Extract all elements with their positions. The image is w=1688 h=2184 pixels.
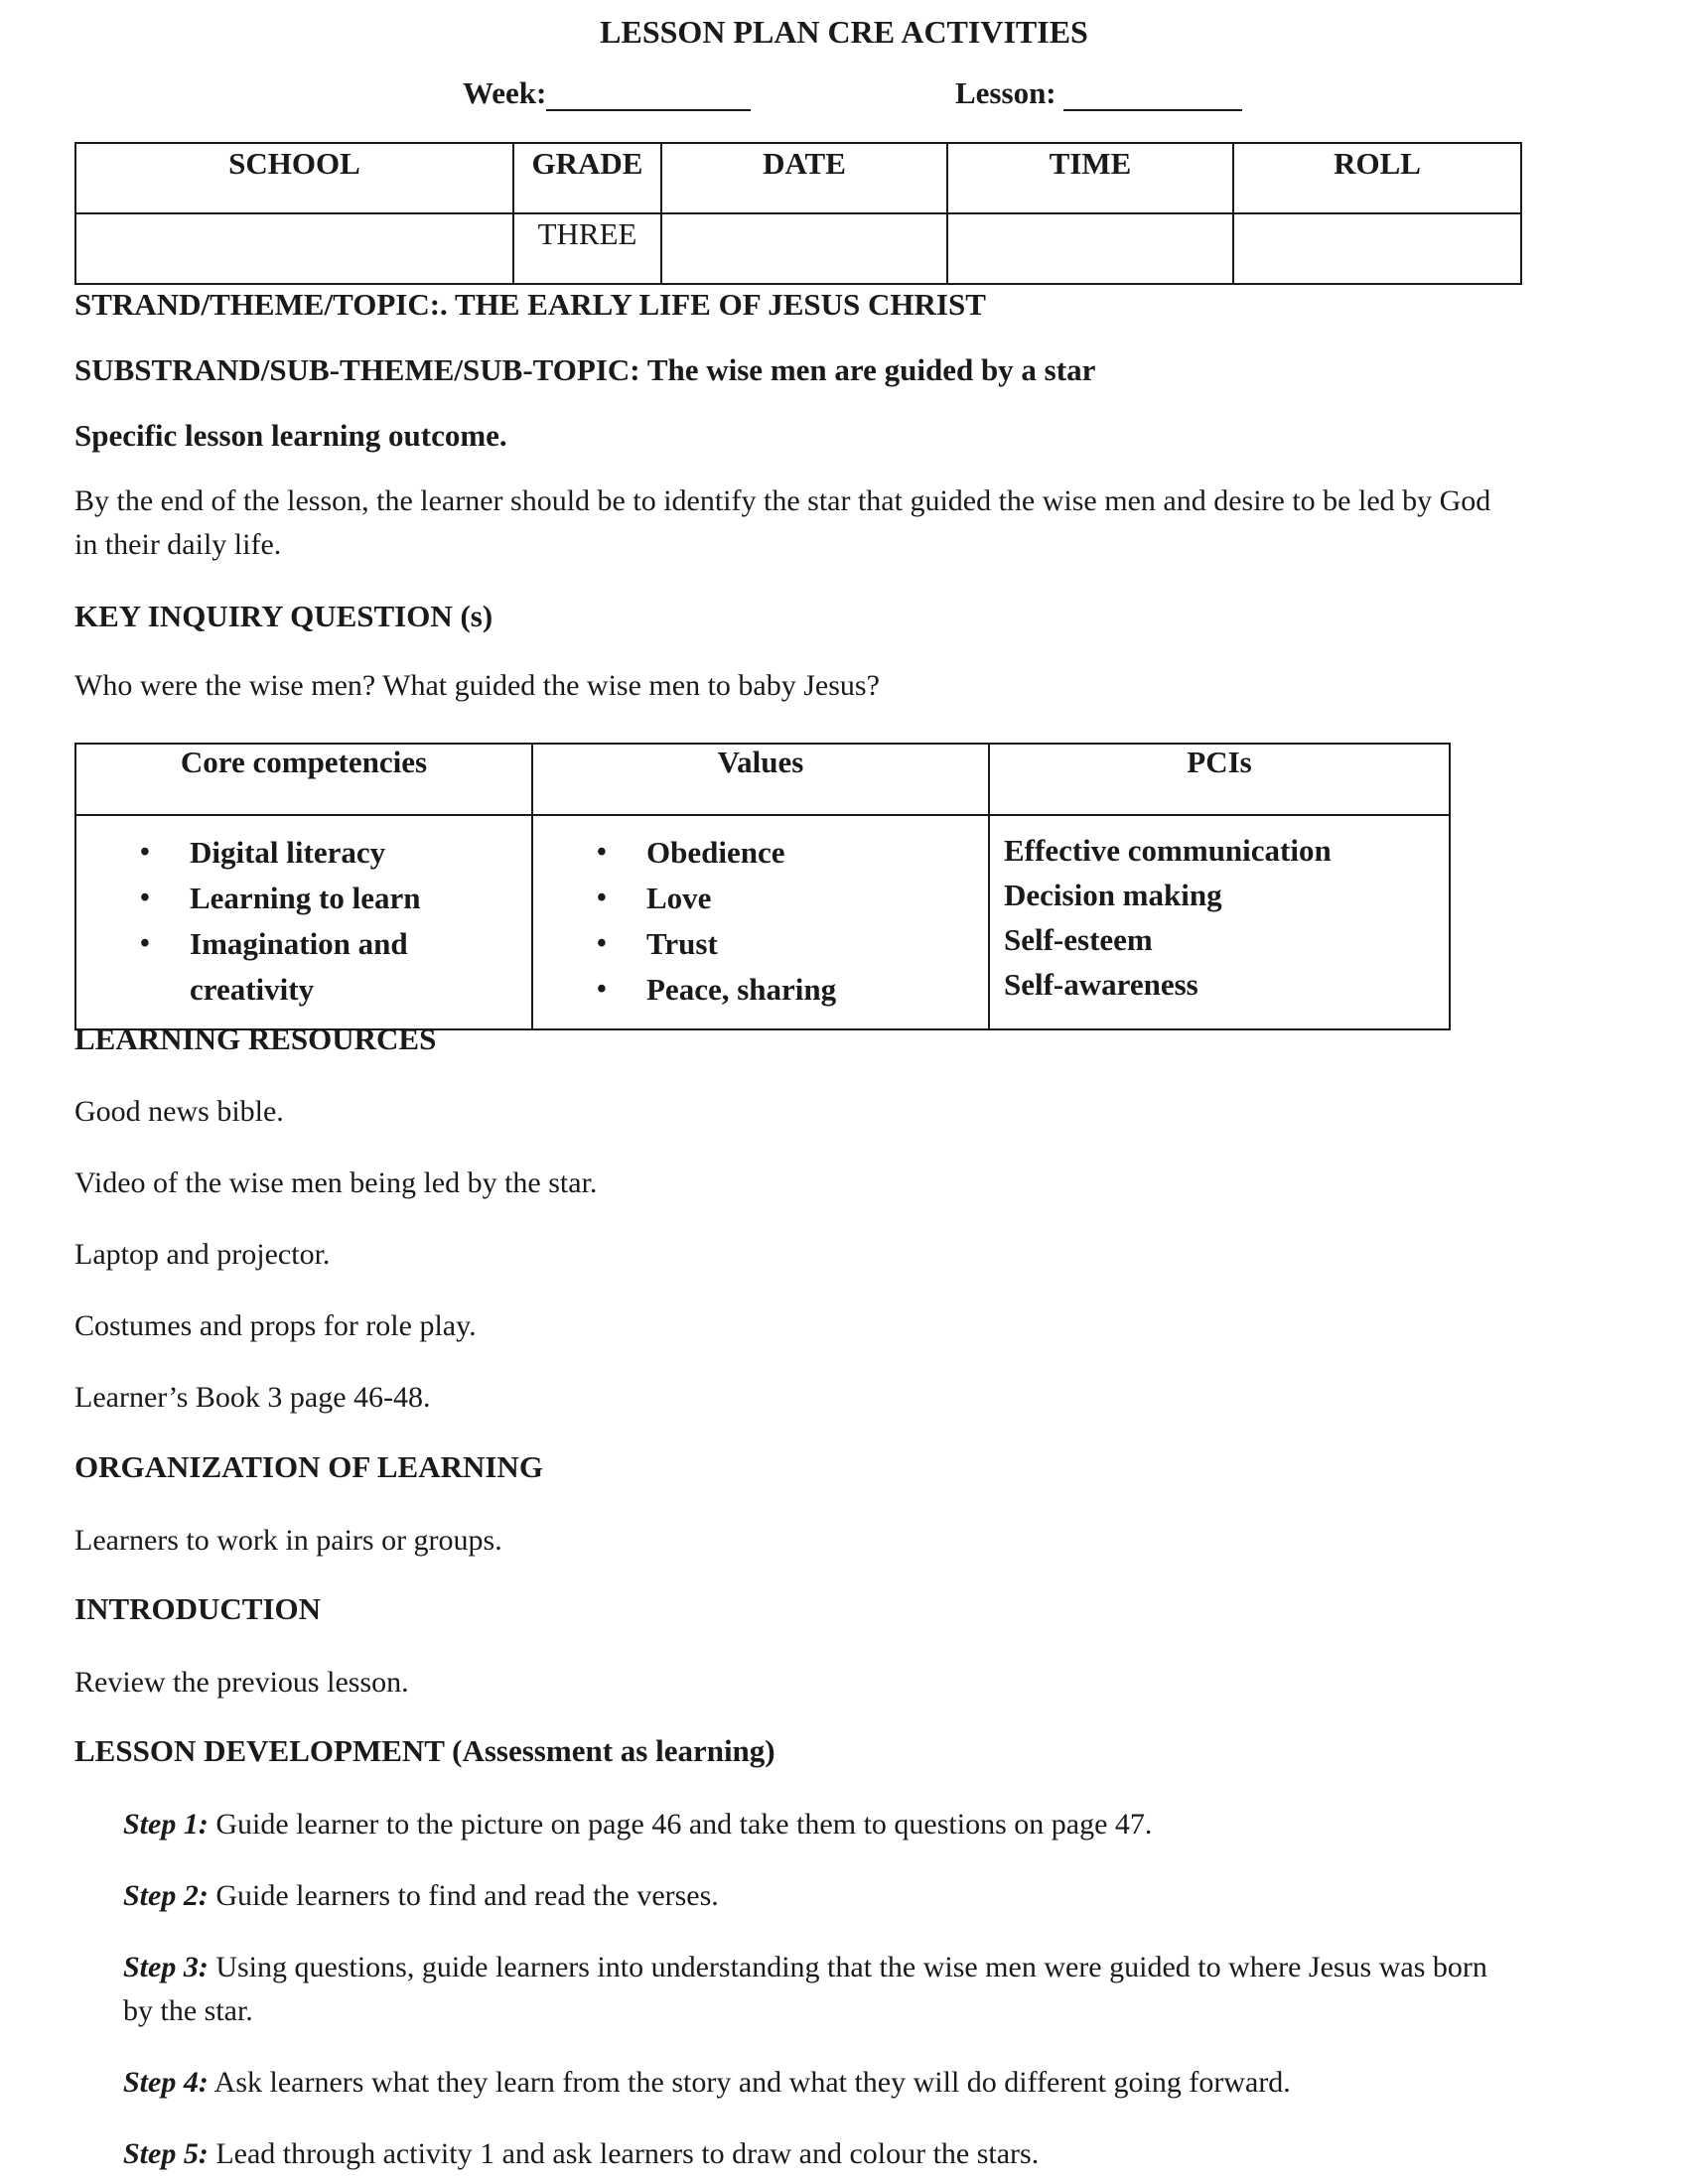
- header-school: SCHOOL: [75, 143, 513, 213]
- strand-separator: .: [440, 287, 448, 322]
- development-subheading: (Assessment as learning): [452, 1733, 775, 1768]
- step-label: Step 4:: [123, 2066, 209, 2099]
- development-heading: LESSON DEVELOPMENT (Assessment as learning): [74, 1733, 775, 1768]
- list-item: • Imagination and: [76, 921, 531, 967]
- list-item: Effective communication: [1004, 833, 1332, 868]
- organization-heading: ORGANIZATION OF LEARNING: [74, 1449, 543, 1484]
- step-3-continuation: by the star.: [123, 1994, 253, 2027]
- lesson-blank[interactable]: [1063, 79, 1242, 111]
- header-date: DATE: [661, 143, 947, 213]
- info-table-row: [75, 213, 1521, 284]
- step-label: Step 2:: [123, 1879, 209, 1912]
- lesson-field: [955, 75, 1242, 111]
- info-table-header: [75, 143, 1521, 213]
- step-5: Step 5: Lead through activity 1 and ask learners to draw and colour the stars.: [123, 2137, 1040, 2170]
- week-label: Week:: [463, 75, 547, 110]
- substrand-label: SUBSTRAND/SUB-THEME/SUB-TOPIC:: [74, 352, 640, 387]
- header-values: Values: [532, 744, 989, 815]
- resources-heading: LEARNING RESOURCES: [74, 1022, 437, 1056]
- outcome-heading: Specific lesson learning outcome.: [74, 418, 507, 453]
- list-item: • Learning to learn: [76, 876, 531, 921]
- header-time: TIME: [947, 143, 1233, 213]
- inquiry-heading: KEY INQUIRY QUESTION (s): [74, 599, 493, 633]
- step-label: Step 3:: [123, 1951, 209, 1983]
- list-item-continuation: creativity: [190, 972, 315, 1007]
- outcome-text-line2: in their daily life.: [74, 528, 282, 561]
- substrand-value: The wise men are guided by a star: [646, 352, 1096, 387]
- resource-item: Laptop and projector.: [74, 1238, 331, 1271]
- values-cell: [532, 815, 989, 1029]
- resource-item: Learner’s Book 3 page 46-48.: [74, 1381, 431, 1414]
- cell-roll: [1233, 213, 1521, 284]
- list-item: Self-esteem: [1004, 922, 1153, 957]
- outcome-text-line1: By the end of the lesson, the learner should be to identify the star that guided the wise men and desire to be led by God: [74, 484, 1491, 517]
- list-item: • Peace, sharing: [533, 967, 988, 1013]
- lesson-info-table: [74, 142, 1522, 285]
- resource-item: Video of the wise men being led by the star.: [74, 1166, 598, 1199]
- introduction-heading: INTRODUCTION: [74, 1591, 322, 1626]
- header-core-competencies: Core competencies: [75, 744, 532, 815]
- step-4: Step 4: Ask learners what they learn from the story and what they will do different going forward.: [123, 2066, 1291, 2099]
- header-grade: GRADE: [513, 143, 661, 213]
- list-item: • Digital literacy: [76, 830, 531, 876]
- step-3: Step 3: Using questions, guide learners into understanding that the wise men were guided to where Jesus was born: [123, 1951, 1487, 1983]
- organization-text: Learners to work in pairs or groups.: [74, 1524, 502, 1557]
- competency-table: [74, 743, 1451, 1030]
- inquiry-text: Who were the wise men? What guided the wise men to baby Jesus?: [74, 669, 880, 702]
- cell-grade: THREE: [513, 213, 661, 284]
- strand-value: THE EARLY LIFE OF JESUS CHRIST: [447, 287, 986, 322]
- step-label: Step 1:: [123, 1808, 209, 1841]
- step-label: Step 5:: [123, 2137, 209, 2170]
- list-item: Self-awareness: [1004, 967, 1198, 1002]
- competency-table-body: [75, 815, 1450, 1029]
- lesson-label: Lesson:: [955, 75, 1056, 110]
- step-1: Step 1: Guide learner to the picture on page 46 and take them to questions on page 47.: [123, 1808, 1153, 1841]
- substrand-line: [74, 352, 1095, 388]
- cell-time: [947, 213, 1233, 284]
- cell-school: [75, 213, 513, 284]
- introduction-text: Review the previous lesson.: [74, 1666, 409, 1699]
- list-item: Decision making: [1004, 878, 1222, 912]
- week-field: [463, 75, 751, 111]
- competency-table-header: [75, 744, 1450, 815]
- header-roll: ROLL: [1233, 143, 1521, 213]
- resource-item: Good news bible.: [74, 1095, 284, 1128]
- header-pcis: PCIs: [989, 744, 1450, 815]
- list-item: • Trust: [533, 921, 988, 967]
- core-competencies-cell: [75, 815, 532, 1029]
- strand-line: [74, 287, 986, 323]
- page-title: LESSON PLAN CRE ACTIVITIES: [600, 14, 1088, 50]
- resource-item: Costumes and props for role play.: [74, 1309, 477, 1342]
- list-item: • Love: [533, 876, 988, 921]
- cell-date: [661, 213, 947, 284]
- pcis-cell: [989, 815, 1450, 1029]
- step-2: Step 2: Guide learners to find and read the verses.: [123, 1879, 719, 1912]
- list-item: • Obedience: [533, 830, 988, 876]
- week-blank[interactable]: [546, 79, 751, 111]
- strand-label: STRAND/THEME/TOPIC:: [74, 287, 441, 322]
